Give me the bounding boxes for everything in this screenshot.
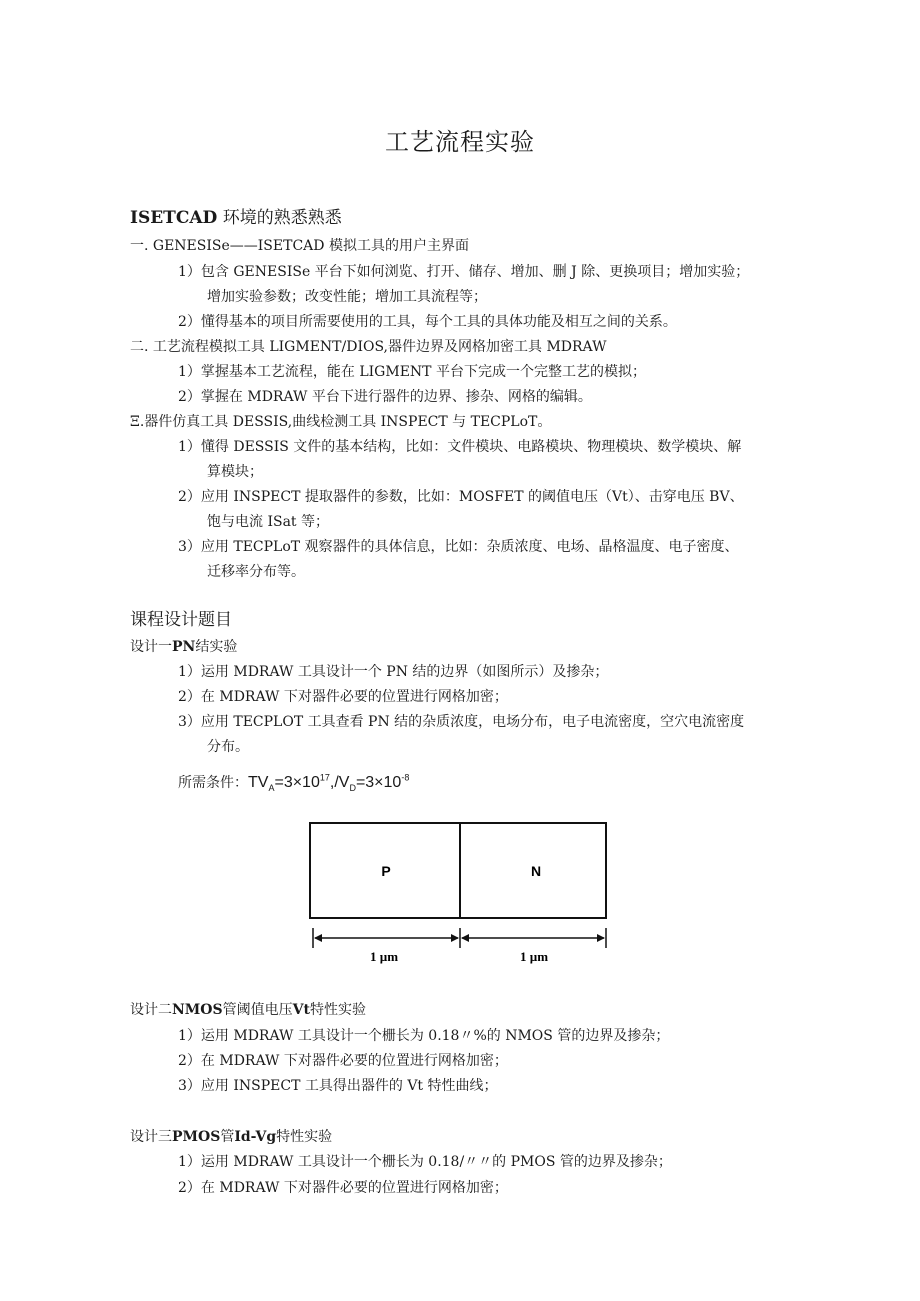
design3-item: 2）在 MDRAW 下对器件必要的位置进行网格加密； <box>178 1180 508 1196</box>
design1-item: 3）应用 TECPLOT 工具查看 PN 结的杂质浓度，电场分布，电子电流密度，空穴电流密度 <box>178 714 745 730</box>
part3-item: 2）应用 INSPECT 提取器件的参数，比如：MOSFET 的阈值电压（Vt）、击穿电压 BV、 <box>178 489 744 505</box>
part2-item: 1）掌握基本工艺流程，能在 LIGMENT 平台下完成一个完整工艺的模拟； <box>178 364 646 380</box>
cond-b-sup: -8 <box>401 772 410 783</box>
n-region-label: N <box>530 863 542 879</box>
right-width-label: 1 µm <box>519 949 549 964</box>
part3-item: 算模块； <box>207 464 263 480</box>
part1-item: 2）懂得基本的项目所需要使用的工具，每个工具的具体功能及相互之间的关系。 <box>178 314 677 330</box>
part1-item: 增加实验参数；改变性能；增加工具流程等； <box>207 289 487 305</box>
cond-b-pre: ,/V <box>329 774 350 791</box>
cond-a-sup: 17 <box>319 772 330 783</box>
design1-item: 分布。 <box>207 739 249 755</box>
design3-bold2: Id-Vg <box>234 1129 277 1145</box>
design3-title <box>130 1127 332 1147</box>
design2-item: 1）运用 MDRAW 工具设计一个栅长为 0.18〃%的 NMOS 管的边界及掺杂； <box>178 1028 670 1044</box>
design3-bold: PMOS <box>172 1129 221 1145</box>
part3-item: 饱与电流 ISat 等； <box>207 514 329 530</box>
section1-heading-rest: 环境的熟悉熟悉 <box>217 208 342 228</box>
design2-prefix: 设计二 <box>130 1002 172 1018</box>
part3-item: 迁移率分布等。 <box>207 564 305 580</box>
design1-title <box>130 637 237 657</box>
cond-b-mid: =3×10 <box>355 774 402 791</box>
section2-heading: 课程设计题目 <box>130 610 232 630</box>
part1-title: 一. GENESISe——ISETCAD 模拟工具的用户主界面 <box>130 238 469 254</box>
design2-item: 3）应用 INSPECT 工具得出器件的 Vt 特性曲线； <box>178 1078 498 1094</box>
design1-item: 2）在 MDRAW 下对器件必要的位置进行网格加密； <box>178 689 508 705</box>
design1-item: 1）运用 MDRAW 工具设计一个 PN 结的边界（如图所示）及掺杂； <box>178 664 609 680</box>
condition-line <box>178 772 409 793</box>
pn-junction-diagram <box>304 816 614 976</box>
section1-heading <box>130 208 342 228</box>
section1-heading-bold: ISETCAD <box>130 208 218 228</box>
part1-item: 1）包含 GENESISe 平台下如何浏览、打开、储存、增加、删 J 除、更换项目；增加实验； <box>178 264 750 280</box>
design3-item: 1）运用 MDRAW 工具设计一个栅长为 0.18/〃〃的 PMOS 管的边界及掺杂； <box>178 1154 672 1170</box>
cond-a-mid: =3×10 <box>274 774 320 791</box>
arrow-left-start <box>314 934 322 942</box>
design2-item: 2）在 MDRAW 下对器件必要的位置进行网格加密； <box>178 1053 508 1069</box>
part3-title: Ξ.器件仿真工具 DESSIS,曲线检测工具 INSPECT 与 TECPLoT。 <box>130 414 552 430</box>
cond-a-pre: TV <box>248 774 269 791</box>
condition-formula <box>248 772 410 794</box>
arrow-right-start <box>461 934 469 942</box>
design2-suffix: 特性实验 <box>309 1002 366 1018</box>
page-title: 工艺流程实验 <box>385 128 535 156</box>
arrow-left-end <box>451 934 459 942</box>
cond-b-sub: D <box>349 783 356 794</box>
arrow-right-end <box>597 934 605 942</box>
part2-item: 2）掌握在 MDRAW 平台下进行器件的边界、掺杂、网格的编辑。 <box>178 389 592 405</box>
part3-item: 3）应用 TECPLoT 观察器件的具体信息，比如：杂质浓度、电场、晶格温度、电子密度、 <box>178 539 739 555</box>
design1-bold: PN <box>172 639 196 655</box>
design3-middle: 管 <box>220 1129 235 1145</box>
design2-bold2: Vt <box>292 1002 310 1018</box>
condition-label: 所需条件： <box>178 775 248 791</box>
design2-title <box>130 1000 366 1020</box>
design1-prefix: 设计一 <box>130 639 172 655</box>
design3-prefix: 设计三 <box>130 1129 172 1145</box>
p-region-label: P <box>381 863 391 879</box>
design2-bold: NMOS <box>172 1002 223 1018</box>
part2-title: 二. 工艺流程模拟工具 LIGMENT/DIOS,器件边界及网格加密工具 MDRAW <box>130 339 607 355</box>
design3-suffix: 特性实验 <box>276 1129 333 1145</box>
part3-item: 1）懂得 DESSIS 文件的基本结构，比如：文件模块、电路模块、物理模块、数学模块、解 <box>178 439 742 455</box>
design1-suffix: 结实验 <box>195 639 238 655</box>
design2-middle: 管阈值电压 <box>222 1002 293 1018</box>
left-width-label: 1 µm <box>369 949 399 964</box>
cond-a-sub: A <box>268 783 275 794</box>
